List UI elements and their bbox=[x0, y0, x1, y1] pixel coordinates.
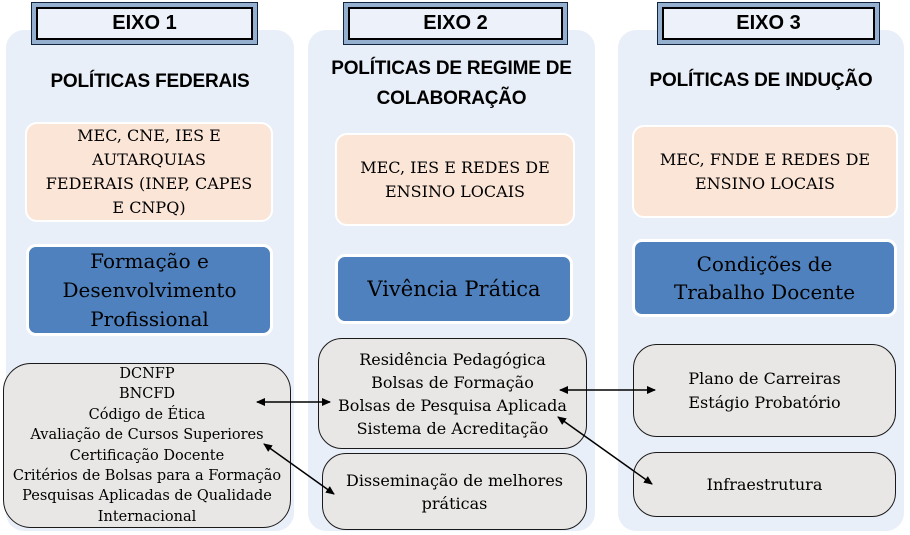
eixo1-header-label: EIXO 1 bbox=[36, 7, 253, 40]
eixo1-title: POLÍTICAS FEDERAIS bbox=[50, 71, 250, 92]
eixo1-theme-box: Formação e Desenvolvimento Profissional bbox=[26, 244, 273, 336]
eixo2-dissemination-box: Disseminação de melhores práticas bbox=[322, 453, 587, 530]
eixo1-items-box: DCNFP BNCFD Código de Ética Avaliação de Cursos Superiores Certificação Docente Critérios de Bolsas para a Formação Pesquisas Aplicadas de Qualidade Internacional bbox=[3, 363, 291, 528]
eixo3-title: POLÍTICAS DE INDUÇÃO bbox=[649, 70, 873, 91]
eixo2-theme-box: Vivência Prática bbox=[335, 254, 573, 324]
eixo2-header-label: EIXO 2 bbox=[348, 7, 563, 40]
eixo3-header-box bbox=[657, 2, 880, 45]
arrow-eixo2-items-to-infrastructure bbox=[558, 417, 652, 484]
eixo2-items-box: Residência Pedagógica Bolsas de Formação Bolsas de Pesquisa Aplicada Sistema de Acreditação bbox=[318, 338, 587, 449]
eixo3-header-label: EIXO 3 bbox=[662, 7, 875, 40]
eixo1-actors-box: MEC, CNE, IES E AUTARQUIAS FEDERAIS (INEP, CAPES E CNPQ) bbox=[25, 122, 273, 222]
eixo3-theme-box: Condições de Trabalho Docente bbox=[632, 239, 897, 317]
eixo2-title: POLÍTICAS DE REGIME DE COLABORAÇÃO bbox=[331, 58, 572, 109]
eixo3-actors-box: MEC, FNDE E REDES DE ENSINO LOCAIS bbox=[632, 125, 898, 218]
arrow-eixo1-items-to-dissemination bbox=[264, 444, 334, 494]
eixo3-items-box: Plano de Carreiras Estágio Probatório bbox=[633, 344, 896, 437]
eixo1-header-box bbox=[31, 2, 258, 45]
eixo2-header-box bbox=[343, 2, 568, 45]
eixo2-actors-box: MEC, IES E REDES DE ENSINO LOCAIS bbox=[335, 133, 575, 226]
eixo3-infrastructure-box: Infraestrutura bbox=[633, 452, 896, 517]
